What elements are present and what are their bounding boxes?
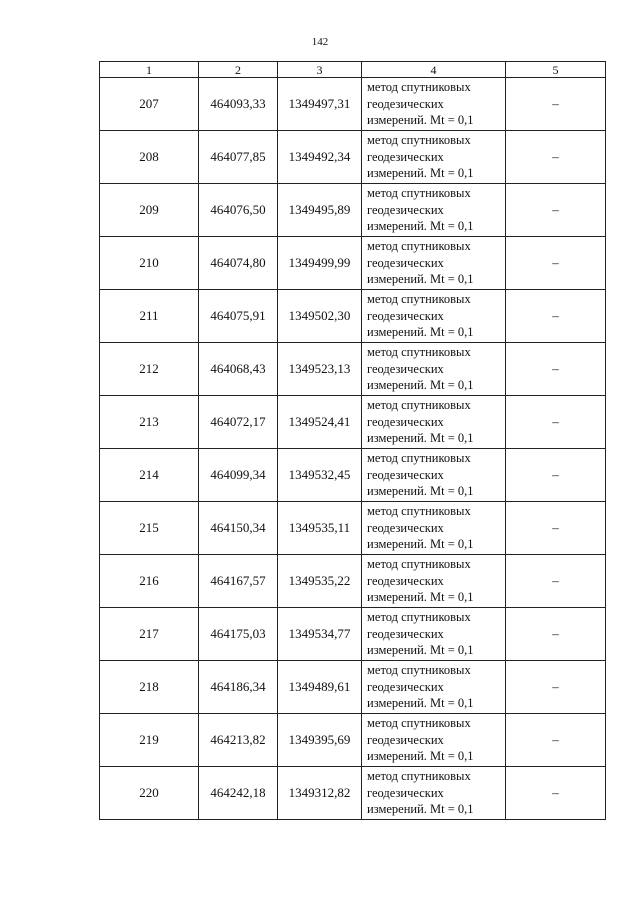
y-coordinate-cell: 1349524,41: [278, 396, 362, 449]
x-coordinate-cell: 464186,34: [199, 661, 278, 714]
point-number-cell: 214: [100, 449, 199, 502]
header-col-5: 5: [506, 62, 606, 78]
method-cell: метод спутниковых геодезических измерений. Mt = 0,1: [362, 78, 506, 131]
table-row: [100, 237, 606, 290]
table-row: [100, 78, 606, 131]
table-row: [100, 555, 606, 608]
note-cell: –: [506, 714, 606, 767]
method-cell: метод спутниковых геодезических измерений. Mt = 0,1: [362, 555, 506, 608]
point-number-cell: 216: [100, 555, 199, 608]
x-coordinate-cell: 464150,34: [199, 502, 278, 555]
y-coordinate-cell: 1349312,82: [278, 767, 362, 820]
note-cell: –: [506, 78, 606, 131]
point-number-cell: 207: [100, 78, 199, 131]
y-coordinate-cell: 1349535,11: [278, 502, 362, 555]
method-cell: метод спутниковых геодезических измерений. Mt = 0,1: [362, 290, 506, 343]
x-coordinate-cell: 464242,18: [199, 767, 278, 820]
note-cell: –: [506, 555, 606, 608]
table-row: [100, 608, 606, 661]
table-header: [100, 62, 606, 78]
y-coordinate-cell: 1349492,34: [278, 131, 362, 184]
x-coordinate-cell: 464076,50: [199, 184, 278, 237]
header-col-1: 1: [100, 62, 199, 78]
note-cell: –: [506, 396, 606, 449]
x-coordinate-cell: 464213,82: [199, 714, 278, 767]
method-cell: метод спутниковых геодезических измерений. Mt = 0,1: [362, 661, 506, 714]
header-col-2: 2: [199, 62, 278, 78]
y-coordinate-cell: 1349395,69: [278, 714, 362, 767]
method-cell: метод спутниковых геодезических измерений. Mt = 0,1: [362, 131, 506, 184]
note-cell: –: [506, 502, 606, 555]
table-row: [100, 343, 606, 396]
header-col-4: 4: [362, 62, 506, 78]
x-coordinate-cell: 464075,91: [199, 290, 278, 343]
point-number-cell: 210: [100, 237, 199, 290]
x-coordinate-cell: 464175,03: [199, 608, 278, 661]
note-cell: –: [506, 237, 606, 290]
y-coordinate-cell: 1349523,13: [278, 343, 362, 396]
header-col-3: 3: [278, 62, 362, 78]
y-coordinate-cell: 1349495,89: [278, 184, 362, 237]
table-body: [100, 78, 606, 820]
point-number-cell: 211: [100, 290, 199, 343]
x-coordinate-cell: 464077,85: [199, 131, 278, 184]
note-cell: –: [506, 449, 606, 502]
point-number-cell: 218: [100, 661, 199, 714]
note-cell: –: [506, 290, 606, 343]
x-coordinate-cell: 464074,80: [199, 237, 278, 290]
y-coordinate-cell: 1349489,61: [278, 661, 362, 714]
y-coordinate-cell: 1349532,45: [278, 449, 362, 502]
method-cell: метод спутниковых геодезических измерений. Mt = 0,1: [362, 449, 506, 502]
table-row: [100, 502, 606, 555]
table-row: [100, 184, 606, 237]
method-cell: метод спутниковых геодезических измерений. Mt = 0,1: [362, 237, 506, 290]
point-number-cell: 220: [100, 767, 199, 820]
table-row: [100, 131, 606, 184]
note-cell: –: [506, 184, 606, 237]
table-row: [100, 290, 606, 343]
y-coordinate-cell: 1349535,22: [278, 555, 362, 608]
y-coordinate-cell: 1349534,77: [278, 608, 362, 661]
page-number: 142: [311, 36, 329, 48]
method-cell: метод спутниковых геодезических измерений. Mt = 0,1: [362, 343, 506, 396]
point-number-cell: 217: [100, 608, 199, 661]
header-row: [100, 62, 606, 78]
method-cell: метод спутниковых геодезических измерений. Mt = 0,1: [362, 608, 506, 661]
note-cell: –: [506, 767, 606, 820]
y-coordinate-cell: 1349502,30: [278, 290, 362, 343]
point-number-cell: 209: [100, 184, 199, 237]
table-row: [100, 714, 606, 767]
table-row: [100, 449, 606, 502]
note-cell: –: [506, 661, 606, 714]
y-coordinate-cell: 1349497,31: [278, 78, 362, 131]
point-number-cell: 212: [100, 343, 199, 396]
method-cell: метод спутниковых геодезических измерений. Mt = 0,1: [362, 502, 506, 555]
method-cell: метод спутниковых геодезических измерений. Mt = 0,1: [362, 767, 506, 820]
table-row: [100, 396, 606, 449]
x-coordinate-cell: 464167,57: [199, 555, 278, 608]
method-cell: метод спутниковых геодезических измерений. Mt = 0,1: [362, 396, 506, 449]
point-number-cell: 213: [100, 396, 199, 449]
x-coordinate-cell: 464072,17: [199, 396, 278, 449]
x-coordinate-cell: 464093,33: [199, 78, 278, 131]
table-row: [100, 767, 606, 820]
method-cell: метод спутниковых геодезических измерений. Mt = 0,1: [362, 714, 506, 767]
y-coordinate-cell: 1349499,99: [278, 237, 362, 290]
x-coordinate-cell: 464068,43: [199, 343, 278, 396]
note-cell: –: [506, 608, 606, 661]
point-number-cell: 208: [100, 131, 199, 184]
point-number-cell: 215: [100, 502, 199, 555]
note-cell: –: [506, 131, 606, 184]
method-cell: метод спутниковых геодезических измерений. Mt = 0,1: [362, 184, 506, 237]
table-row: [100, 661, 606, 714]
coordinates-table: [99, 61, 606, 820]
note-cell: –: [506, 343, 606, 396]
x-coordinate-cell: 464099,34: [199, 449, 278, 502]
point-number-cell: 219: [100, 714, 199, 767]
